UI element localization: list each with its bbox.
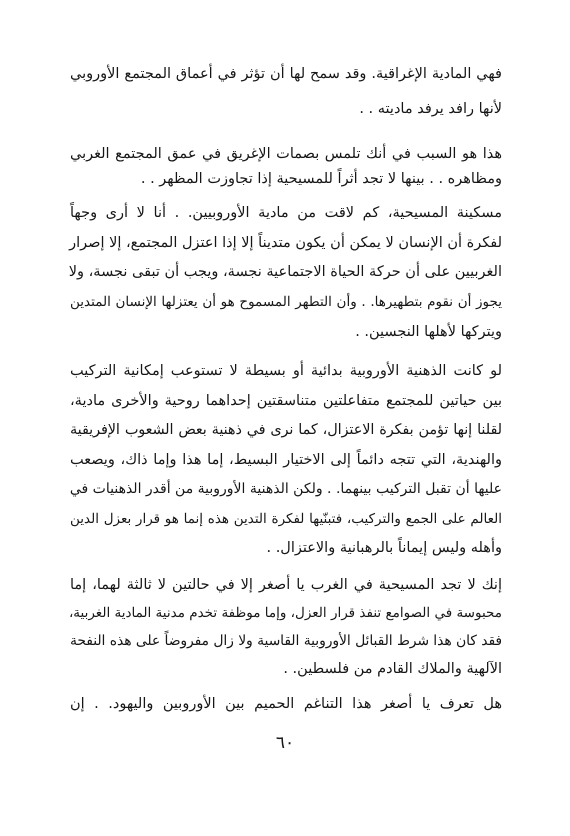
text-line: ويتركها لأهلها النجسين. . xyxy=(355,324,502,340)
text-line: يجوز أن نقوم بتطهيرها. . وأن التطهر المسموح هو أن يعتزلها الإنسان المتدين xyxy=(70,294,502,310)
page-number: ٦٠ xyxy=(275,733,295,753)
text-line: فقد كان هذا شرط القبائل الأوروبية القاسية ولا زال مفروضاً على هذه النفحة xyxy=(70,633,502,649)
text-line: بين حياتين للمجتمع متفاعلتين متناسقتين إحداهما روحية والأخرى مادية، xyxy=(70,393,502,409)
text-line: الغربيين على أن حركة الحياة الاجتماعية نجسة، ويجب أن تبقى نجسة، ولا xyxy=(68,264,502,280)
text-line: هل تعرف يا أصغر هذا التناغم الحميم بين الأوروبين واليهود. . إن xyxy=(70,696,502,712)
text-line: مسكينة المسيحية، كم لاقت من مادية الأوروبيين. . أنا لا أرى وجهاً xyxy=(70,205,502,221)
text-line: محبوسة في الصوامع تنفذ قرار العزل، وإما موظفة تخدم مدنية المادية الغربية، xyxy=(68,605,502,621)
text-line: ومظاهره . . بينها لا تجد أثراً للمسيحية إذا تجاوزت المظهر . . xyxy=(140,171,502,187)
text-line: لو كانت الذهنية الأوروبية بدائية أو بسيطة لا تستوعب إمكانية التركيب xyxy=(70,363,502,379)
text-line: فهي المادية الإغراقية. وقد سمح لها أن تؤثر في أعماق المجتمع الأوروبي xyxy=(70,66,502,82)
text-line: الآلهية والملاك القادم من فلسطين. . xyxy=(283,661,502,677)
text-line: إنك لا تجد المسيحية في الغرب يا أصغر إلا في حالتين لا ثالثة لهما، إما xyxy=(70,577,502,593)
text-line: لفكرة أن الإنسان لا يمكن أن يكون متديناً إلا إذا اعتزل المجتمع، إلا إصرار xyxy=(69,235,502,251)
text-line: لقلنا إنها تؤمن بفكرة الاعتزال، كما نرى في ذهنية بعض الشعوب الإفريقية xyxy=(70,422,502,438)
text-line: هذا هو السبب في أنك تلمس بصمات الإغريق في عمق المجتمع الغربي xyxy=(70,146,502,162)
text-line: العالم على الجمع والتركيب، فتبنّيها لفكرة التدين هذه إنما هو قرار بعزل الدين xyxy=(70,511,502,527)
text-line: لأنها رافد يرفد ماديته . . xyxy=(359,101,502,117)
text-line: والهندية، التي تتجه دائماً إلى الاختيار البسيط، إما هذا وإما ذاك، ويصعب xyxy=(70,452,502,468)
text-line: وأهله وليس إيماناً بالرهبانية والاعتزال. . xyxy=(266,540,502,556)
text-line: عليها أن تقبل التركيب بينهما. . ولكن الذهنية الأوروبية من أقدر الذهنيات في xyxy=(69,481,502,497)
